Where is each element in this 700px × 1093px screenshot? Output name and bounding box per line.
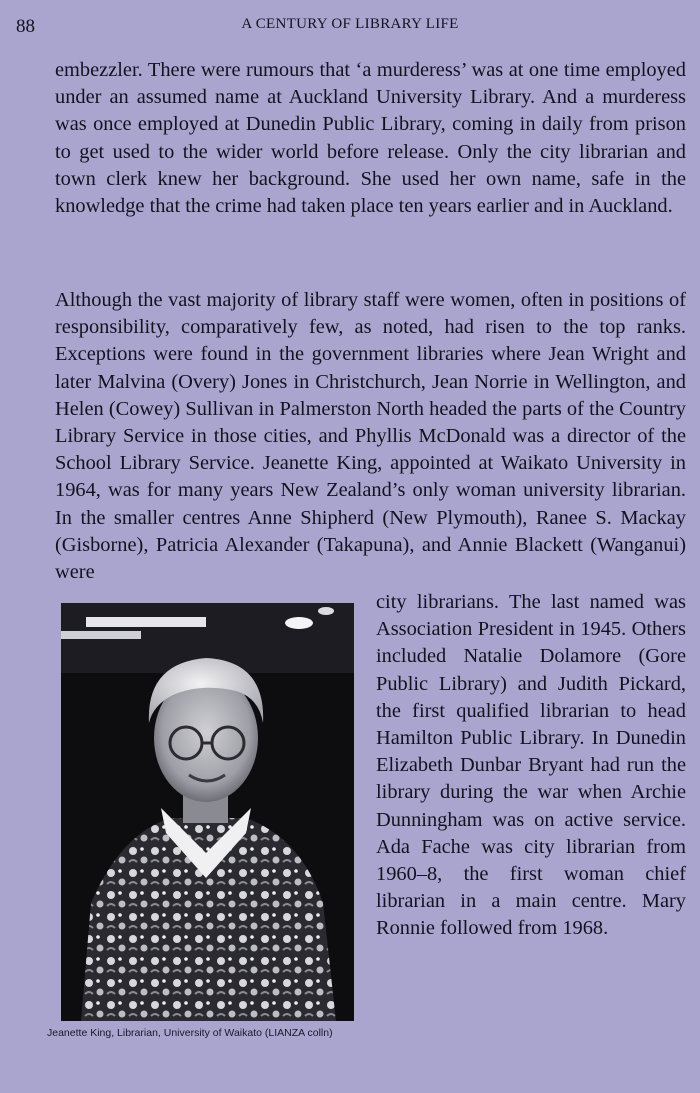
figure-caption: Jeanette King, Librarian, University of Waikato (LIANZA colln) [47, 1027, 333, 1039]
page-number: 88 [16, 16, 35, 37]
portrait-illustration [61, 603, 354, 1021]
portrait-photo [61, 603, 354, 1021]
paragraph-1: embezzler. There were rumours that ‘a murderess’ was at one time employed under an assumed name at Auckland University Library. And a murderess was once employed at Dunedin Public Library, coming in daily from prison to get used to the wider world before release. Only the city librarian and town clerk knew her background. She used her own name, safe in the knowledge that the crime had taken place ten years earlier and in Auckland. [55, 59, 686, 218]
paragraph-2: Although the vast majority of library staff were women, often in positions of responsibility, comparatively few, as noted, had risen to the top ranks. Exceptions were found in the government libraries where Jean Wright and later Malvina (Overy) Jones in Christchurch, Jean Norrie in Wellington, and Helen (Cowey) Sullivan in Palmerston North headed the parts of the Country Library Service in those cities, and Phyllis McDonald was a director of the School Library Service. Jeanette King, appointed at Waikato University in 1964, was for many years New Zealand’s only woman university librarian. In the smaller centres Anne Shipherd (New Plymouth), Ranee S. Mackay (Gisborne), Patricia Alexander (Takapuna), and Annie Blackett (Wanganui) were [55, 289, 686, 584]
running-head: A CENTURY OF LIBRARY LIFE [241, 16, 459, 32]
paragraph-2-continued: city librarians. The last named was Association President in 1945. Others included Natalie Dolamore (Gore Public Library) and Judith Pickard, the first qualified librarian to head Hamilton Public Library. In Dunedin Elizabeth Dunbar Bryant had run the library during the war when Archie Dunningham was on active service. Ada Fache was city librarian from 1960–8, the first woman chief librarian in a main centre. Mary Ronnie followed from 1968. [376, 591, 686, 940]
